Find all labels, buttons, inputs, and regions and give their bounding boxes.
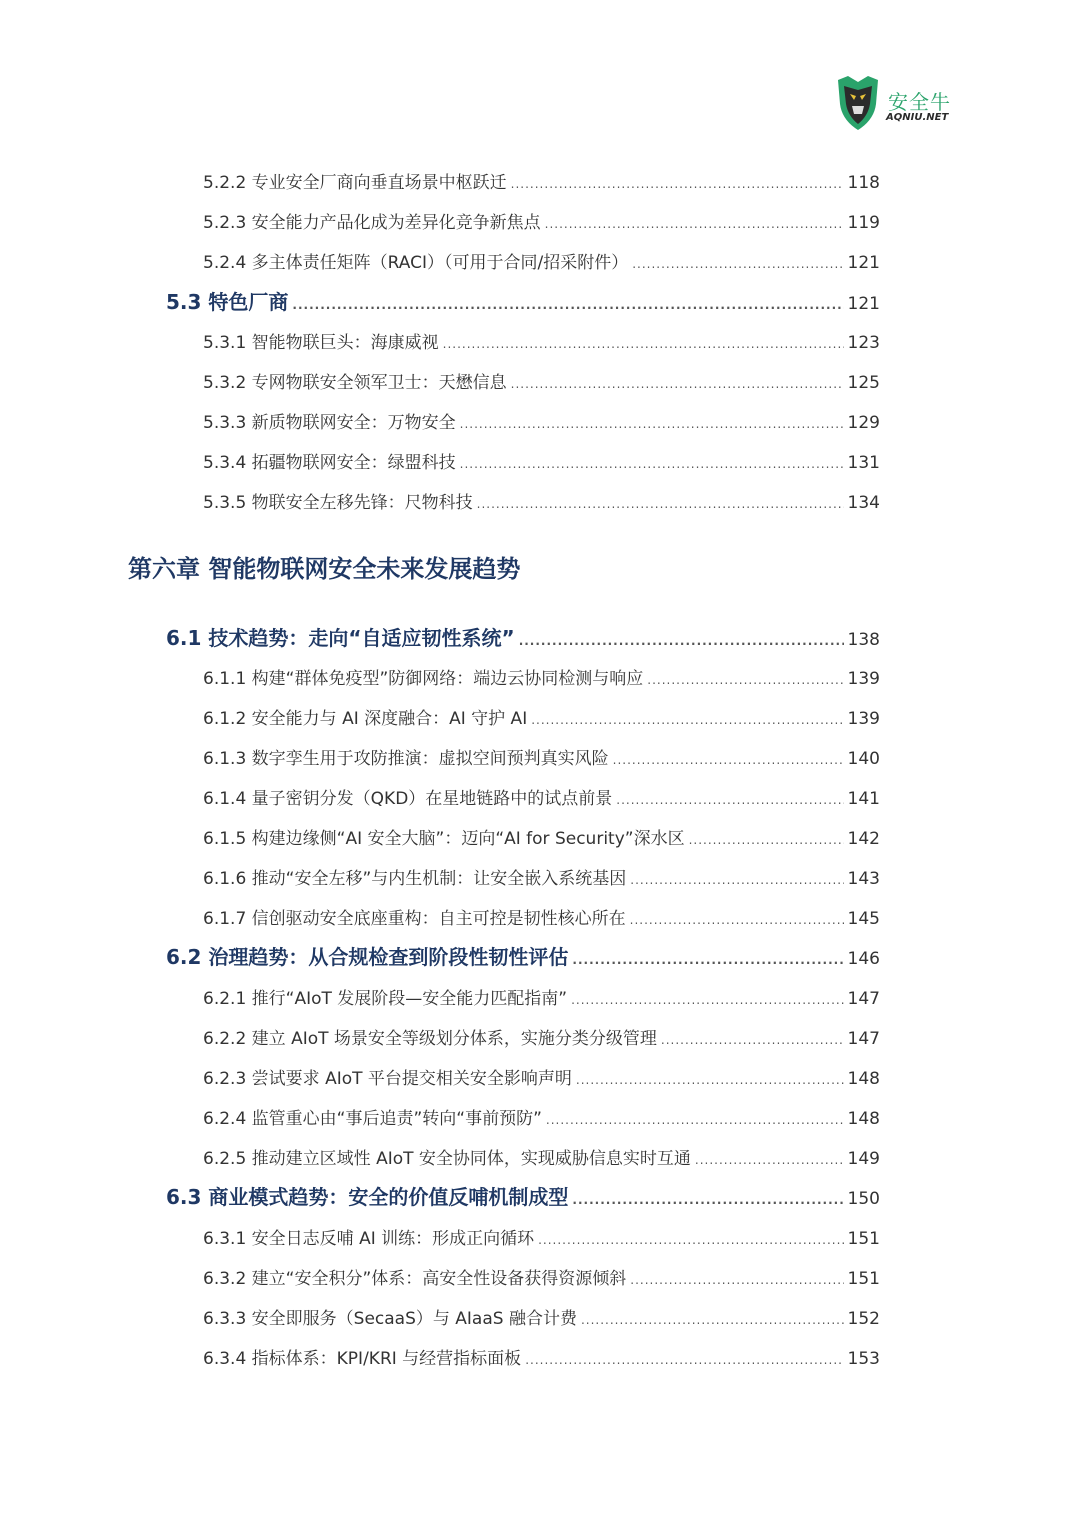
- toc-entry-title: 6.1.5 构建边缘侧“AI 安全大脑”：迈向“AI for Security”深水区: [203, 829, 685, 849]
- dot-leader: [538, 1233, 843, 1247]
- toc-subsection-entry[interactable]: [203, 1024, 880, 1049]
- toc-subsection-entry[interactable]: [203, 984, 880, 1009]
- toc-entry-title: 6.2.3 尝试要求 AIoT 平台提交相关安全影响声明: [203, 1069, 572, 1089]
- toc-page-number: 150: [847, 1189, 880, 1209]
- dot-leader: [460, 457, 844, 471]
- toc-page-number: 118: [847, 173, 880, 193]
- toc-page-number: 146: [847, 949, 880, 969]
- toc-subsection-entry[interactable]: [203, 744, 880, 769]
- toc-page-number: 140: [847, 749, 880, 769]
- dot-leader: [616, 793, 843, 807]
- toc-entry-title: 6.2.4 监管重心由“事后追责”转向“事前预防”: [203, 1109, 542, 1129]
- toc-subsection-entry[interactable]: [203, 864, 880, 889]
- dot-leader: [477, 497, 844, 511]
- dot-leader: [689, 833, 844, 847]
- toc-page-number: 139: [847, 709, 880, 729]
- dot-leader: [630, 1273, 843, 1287]
- toc-page-number: 119: [847, 213, 880, 233]
- toc-subsection-entry[interactable]: [203, 784, 880, 809]
- toc-page-number: 139: [847, 669, 880, 689]
- dot-leader: [661, 1033, 844, 1047]
- dot-leader: [571, 993, 843, 1007]
- toc-subsection-entry[interactable]: [203, 664, 880, 689]
- toc-page-number: 138: [847, 630, 880, 650]
- toc-entry-title: 6.2.5 推动建立区域性 AIoT 安全协同体，实现威胁信息实时互通: [203, 1149, 691, 1169]
- toc-page-number: 121: [847, 253, 880, 273]
- toc-subsection-entry[interactable]: [203, 1144, 880, 1169]
- toc-entry-title: 6.3.1 安全日志反哺 AI 训练：形成正向循环: [203, 1229, 535, 1249]
- toc-entry-title: 6.1.2 安全能力与 AI 深度融合：AI 守护 AI: [203, 709, 528, 729]
- toc-page-number: 125: [847, 373, 880, 393]
- toc-entry-title: 5.2.3 安全能力产品化成为差异化竞争新焦点: [203, 213, 541, 233]
- aqniu-logo: [834, 74, 964, 132]
- toc-subsection-entry[interactable]: [203, 1104, 880, 1129]
- toc-subsection-entry[interactable]: [203, 208, 880, 233]
- dot-leader: [545, 217, 844, 231]
- dot-leader: [443, 337, 844, 351]
- toc-subsection-entry[interactable]: [203, 168, 880, 193]
- toc-page-number: 145: [847, 909, 880, 929]
- toc-entry-title: 6.2 治理趋势：从合规检查到阶段性韧性评估: [166, 945, 569, 969]
- toc-page-number: 129: [847, 413, 880, 433]
- toc-entry-title: 6.3.4 指标体系：KPI/KRI 与经营指标面板: [203, 1349, 522, 1369]
- toc-entry-title: 6.2.2 建立 AIoT 场景安全等级划分体系，实施分类分级管理: [203, 1029, 657, 1049]
- toc-page-number: 121: [847, 294, 880, 314]
- toc-entry-title: 6.1.6 推动“安全左移”与内生机制：让安全嵌入系统基因: [203, 869, 627, 889]
- dot-leader: [531, 713, 843, 727]
- toc-entry-title: 6.2.1 推行“AIoT 发展阶段—安全能力匹配指南”: [203, 989, 568, 1009]
- bull-shield-icon: [834, 74, 882, 132]
- toc-subsection-entry[interactable]: [203, 824, 880, 849]
- toc-page-number: 143: [847, 869, 880, 889]
- dot-leader: [647, 673, 843, 687]
- toc-entry-title: 6.3.2 建立“安全积分”体系：高安全性设备获得资源倾斜: [203, 1269, 627, 1289]
- dot-leader: [511, 377, 844, 391]
- toc-entry-title: 6.1 技术趋势：走向“自适应韧性系统”: [166, 626, 515, 650]
- toc-page-number: 148: [847, 1109, 880, 1129]
- toc-entry-title: 5.3.5 物联安全左移先锋：尺物科技: [203, 493, 473, 513]
- toc-section-entry[interactable]: [166, 286, 880, 315]
- toc-entry-title: 5.3.4 拓疆物联网安全：绿盟科技: [203, 453, 456, 473]
- toc-page-number: 123: [847, 333, 880, 353]
- logo-text-cn: 安全牛: [888, 90, 951, 114]
- toc-page-number: 152: [847, 1309, 880, 1329]
- toc-section-entry[interactable]: [166, 622, 880, 651]
- toc-subsection-entry[interactable]: [203, 488, 880, 513]
- dot-leader: [630, 913, 844, 927]
- dot-leader: [632, 257, 843, 271]
- toc-entry-title: 6.1.3 数字孪生用于攻防推演：虚拟空间预判真实风险: [203, 749, 609, 769]
- dot-leader: [511, 177, 844, 191]
- dot-leader: [572, 1193, 843, 1207]
- toc-section-entry[interactable]: [166, 1181, 880, 1210]
- logo-text-en: AQNIU.NET: [886, 112, 949, 123]
- chapter-heading: 第六章 智能物联网安全未来发展趋势: [128, 555, 521, 583]
- dot-leader: [572, 953, 843, 967]
- dot-leader: [292, 298, 843, 312]
- toc-subsection-entry[interactable]: [203, 408, 880, 433]
- toc-subsection-entry[interactable]: [203, 1264, 880, 1289]
- toc-subsection-entry[interactable]: [203, 328, 880, 353]
- toc-entry-title: 6.1.1 构建“群体免疫型”防御网络：端边云协同检测与响应: [203, 669, 644, 689]
- dot-leader: [695, 1153, 844, 1167]
- toc-page-number: 134: [847, 493, 880, 513]
- toc-entry-title: 6.1.7 信创驱动安全底座重构：自主可控是韧性核心所在: [203, 909, 626, 929]
- toc-entry-title: 5.2.4 多主体责任矩阵（RACI）（可用于合同/招采附件）: [203, 253, 629, 273]
- toc-subsection-entry[interactable]: [203, 904, 880, 929]
- toc-subsection-entry[interactable]: [203, 448, 880, 473]
- toc-subsection-entry[interactable]: [203, 368, 880, 393]
- toc-page-number: 141: [847, 789, 880, 809]
- toc-subsection-entry[interactable]: [203, 1224, 880, 1249]
- toc-page-number: 147: [847, 1029, 880, 1049]
- toc-page-number: 153: [847, 1349, 880, 1369]
- toc-entry-title: 5.3.3 新质物联网安全：万物安全: [203, 413, 456, 433]
- toc-entry-title: 5.3.2 专网物联安全领军卫士：天懋信息: [203, 373, 507, 393]
- toc-subsection-entry[interactable]: [203, 1064, 880, 1089]
- dot-leader: [630, 873, 843, 887]
- toc-page-number: 147: [847, 989, 880, 1009]
- dot-leader: [519, 634, 844, 648]
- dot-leader: [581, 1313, 844, 1327]
- dot-leader: [576, 1073, 844, 1087]
- toc-page-number: 131: [847, 453, 880, 473]
- toc-section-entry[interactable]: [166, 941, 880, 970]
- toc-subsection-entry[interactable]: [203, 704, 880, 729]
- toc-page-number: 142: [847, 829, 880, 849]
- toc-entry-title: 6.3.3 安全即服务（SecaaS）与 AIaaS 融合计费: [203, 1309, 577, 1329]
- toc-subsection-entry[interactable]: [203, 1344, 880, 1369]
- dot-leader: [525, 1353, 843, 1367]
- toc-page-number: 151: [847, 1229, 880, 1249]
- toc-entry-title: 5.2.2 专业安全厂商向垂直场景中枢跃迁: [203, 173, 507, 193]
- toc-entry-title: 6.1.4 量子密钥分发（QKD）在星地链路中的试点前景: [203, 789, 613, 809]
- toc-entry-title: 5.3 特色厂商: [166, 290, 289, 314]
- dot-leader: [546, 1113, 844, 1127]
- toc-page-number: 151: [847, 1269, 880, 1289]
- dot-leader: [613, 753, 844, 767]
- toc-page-number: 149: [847, 1149, 880, 1169]
- toc-page-number: 148: [847, 1069, 880, 1089]
- toc-entry-title: 5.3.1 智能物联巨头：海康威视: [203, 333, 439, 353]
- toc-entry-title: 6.3 商业模式趋势：安全的价值反哺机制成型: [166, 1185, 569, 1209]
- dot-leader: [460, 417, 844, 431]
- toc-subsection-entry[interactable]: [203, 248, 880, 273]
- toc-subsection-entry[interactable]: [203, 1304, 880, 1329]
